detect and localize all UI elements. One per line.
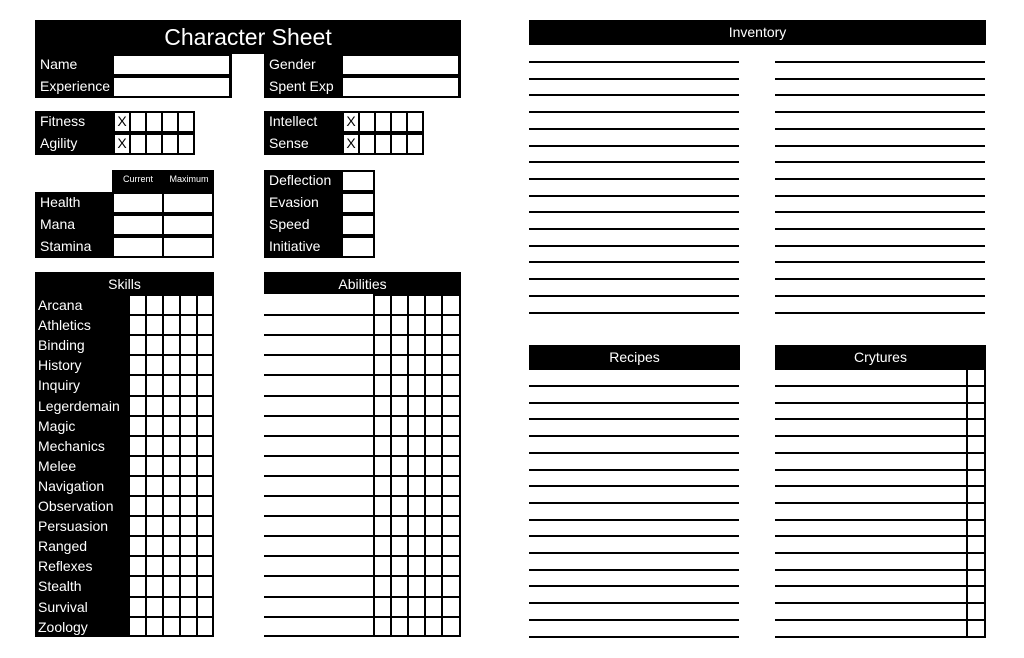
pool-maximum-field[interactable] xyxy=(162,214,214,236)
recipe-line[interactable] xyxy=(529,585,739,587)
cryture-line[interactable] xyxy=(775,402,986,404)
inventory-line[interactable] xyxy=(775,195,985,197)
abilities-grid xyxy=(373,294,461,637)
skills-grid-row[interactable] xyxy=(128,314,214,316)
ability-name-line[interactable] xyxy=(264,616,374,618)
inventory-line[interactable] xyxy=(529,94,739,96)
inventory-line[interactable] xyxy=(775,228,985,230)
skills-grid-col xyxy=(179,294,181,637)
defense-label: Evasion xyxy=(264,192,341,214)
ability-name-line[interactable] xyxy=(264,555,374,557)
identity-field-0[interactable] xyxy=(341,54,460,76)
inventory-line[interactable] xyxy=(775,161,985,163)
skills-grid-row[interactable] xyxy=(128,575,214,577)
skills-grid-row[interactable] xyxy=(128,616,214,618)
inventory-line[interactable] xyxy=(529,228,739,230)
skill-label: Melee xyxy=(35,456,129,476)
identity-label: Gender xyxy=(264,54,341,76)
cryture-line[interactable] xyxy=(775,519,986,521)
recipe-line[interactable] xyxy=(529,502,739,504)
abilities-grid-row[interactable] xyxy=(373,455,461,457)
abilities-grid-row[interactable] xyxy=(373,374,461,376)
pool-current-field[interactable] xyxy=(112,192,164,214)
inventory-line[interactable] xyxy=(775,312,985,314)
ability-name-line[interactable] xyxy=(264,314,374,316)
defense-label: Deflection xyxy=(264,170,341,192)
recipe-line[interactable] xyxy=(529,435,739,437)
inventory-line[interactable] xyxy=(775,61,985,63)
abilities-grid-row[interactable] xyxy=(373,596,461,598)
ability-name-line[interactable] xyxy=(264,395,374,397)
skills-grid-row[interactable] xyxy=(128,415,214,417)
pool-label: Stamina xyxy=(35,236,112,258)
pool-maximum-field[interactable] xyxy=(162,236,214,258)
recipe-line[interactable] xyxy=(529,602,739,604)
recipe-line[interactable] xyxy=(529,552,739,554)
recipe-line[interactable] xyxy=(529,535,739,537)
pool-current-field[interactable] xyxy=(112,214,164,236)
defense-field[interactable] xyxy=(341,214,375,236)
recipe-line[interactable] xyxy=(529,519,739,521)
skills-grid xyxy=(128,294,214,637)
abilities-grid-row[interactable] xyxy=(373,354,461,356)
attribute-box[interactable] xyxy=(177,111,195,133)
cryture-line[interactable] xyxy=(775,452,986,454)
attribute-box[interactable]: X xyxy=(113,133,131,155)
attribute-label: Agility xyxy=(35,133,113,155)
inventory-line[interactable] xyxy=(775,211,985,213)
skill-label: Observation xyxy=(35,496,129,516)
cryture-line[interactable] xyxy=(775,619,986,621)
inventory-line[interactable] xyxy=(529,111,739,113)
inventory-line[interactable] xyxy=(529,261,739,263)
ability-name-line[interactable] xyxy=(264,435,374,437)
attribute-label: Intellect xyxy=(264,111,342,133)
attribute-label: Sense xyxy=(264,133,342,155)
skill-label: Stealth xyxy=(35,576,129,596)
skills-grid-row[interactable] xyxy=(128,596,214,598)
abilities-grid-row[interactable] xyxy=(373,515,461,517)
defense-label: Speed xyxy=(264,214,341,236)
skill-label: Ranged xyxy=(35,536,129,556)
abilities-grid-row[interactable] xyxy=(373,555,461,557)
skill-label: Survival xyxy=(35,597,129,617)
cryture-line[interactable] xyxy=(775,585,986,587)
recipe-line[interactable] xyxy=(529,569,739,571)
inventory-line[interactable] xyxy=(775,128,985,130)
identity-field-0[interactable] xyxy=(112,54,231,76)
abilities-grid-row[interactable] xyxy=(373,535,461,537)
abilities-grid-row[interactable] xyxy=(373,314,461,316)
ability-name-line[interactable] xyxy=(264,334,374,336)
cryture-line[interactable] xyxy=(775,535,986,537)
abilities-grid-row[interactable] xyxy=(373,415,461,417)
ability-name-line[interactable] xyxy=(264,635,374,637)
inventory-line[interactable] xyxy=(529,161,739,163)
cryture-line[interactable] xyxy=(775,385,986,387)
skill-label: Binding xyxy=(35,335,129,355)
abilities-grid-row[interactable] xyxy=(373,616,461,618)
skills-grid-row[interactable] xyxy=(128,334,214,336)
ability-name-line[interactable] xyxy=(264,354,374,356)
pool-maximum-field[interactable] xyxy=(162,192,214,214)
inventory-line[interactable] xyxy=(529,145,739,147)
skill-label: Persuasion xyxy=(35,516,129,536)
attribute-box[interactable]: X xyxy=(113,111,131,133)
cryture-line[interactable] xyxy=(775,418,986,420)
pool-label: Health xyxy=(35,192,112,214)
defense-label: Initiative xyxy=(264,236,341,258)
ability-name-line[interactable] xyxy=(264,596,374,598)
ability-name-line[interactable] xyxy=(264,374,374,376)
attribute-box[interactable] xyxy=(406,111,424,133)
recipe-line[interactable] xyxy=(529,619,739,621)
inventory-line[interactable] xyxy=(775,278,985,280)
inventory-line[interactable] xyxy=(775,78,985,80)
skill-label: Navigation xyxy=(35,476,129,496)
identity-label: Experience xyxy=(35,76,112,98)
pools-header-maximum: Maximum xyxy=(164,170,214,192)
abilities-grid-row[interactable] xyxy=(373,435,461,437)
abilities-grid-row[interactable] xyxy=(373,395,461,397)
title-bar: Character Sheet xyxy=(35,20,461,54)
inventory-line[interactable] xyxy=(529,278,739,280)
inventory-line[interactable] xyxy=(775,261,985,263)
inventory-line[interactable] xyxy=(529,178,739,180)
identity-label: Spent Exp xyxy=(264,76,341,98)
skills-grid-col xyxy=(196,294,198,637)
skill-label: Legerdemain xyxy=(35,396,129,416)
skill-label: Athletics xyxy=(35,315,129,335)
identity-label: Name xyxy=(35,54,112,76)
abilities-grid-col xyxy=(390,294,392,637)
inventory-line[interactable] xyxy=(529,78,739,80)
inventory-line[interactable] xyxy=(775,295,985,297)
cryture-line[interactable] xyxy=(775,636,986,638)
pool-label: Mana xyxy=(35,214,112,236)
skill-label: History xyxy=(35,355,129,375)
skills-grid-col xyxy=(162,294,164,637)
defense-field[interactable] xyxy=(341,236,375,258)
pool-current-field[interactable] xyxy=(112,236,164,258)
inventory-header: Inventory xyxy=(529,20,986,45)
skills-grid-row[interactable] xyxy=(128,475,214,477)
inventory-line[interactable] xyxy=(529,195,739,197)
cryture-line[interactable] xyxy=(775,602,986,604)
abilities-grid-col xyxy=(424,294,426,637)
recipe-line[interactable] xyxy=(529,402,739,404)
defense-field[interactable] xyxy=(341,170,375,192)
abilities-grid-row[interactable] xyxy=(373,334,461,336)
skills-grid-row[interactable] xyxy=(128,515,214,517)
recipe-line[interactable] xyxy=(529,418,739,420)
inventory-line[interactable] xyxy=(775,245,985,247)
ability-name-line[interactable] xyxy=(264,515,374,517)
defense-field[interactable] xyxy=(341,192,375,214)
ability-name-line[interactable] xyxy=(264,495,374,497)
abilities-grid-row[interactable] xyxy=(373,475,461,477)
attribute-box[interactable] xyxy=(406,133,424,155)
recipes-header: Recipes xyxy=(529,345,740,370)
cryture-line[interactable] xyxy=(775,485,986,487)
skills-grid-row[interactable] xyxy=(128,435,214,437)
skills-grid-row[interactable] xyxy=(128,354,214,356)
inventory-line[interactable] xyxy=(775,111,985,113)
skills-grid-row[interactable] xyxy=(128,535,214,537)
skills-header: Skills xyxy=(35,272,214,294)
attribute-box[interactable] xyxy=(177,133,195,155)
cryture-line[interactable] xyxy=(775,502,986,504)
attribute-label: Fitness xyxy=(35,111,113,133)
inventory-line[interactable] xyxy=(529,295,739,297)
cryture-line[interactable] xyxy=(775,469,986,471)
inventory-line[interactable] xyxy=(775,178,985,180)
ability-name-line[interactable] xyxy=(264,475,374,477)
abilities-grid-row[interactable] xyxy=(373,575,461,577)
skill-label: Reflexes xyxy=(35,556,129,576)
attribute-box[interactable]: X xyxy=(342,111,360,133)
inventory-line[interactable] xyxy=(529,128,739,130)
attribute-box[interactable]: X xyxy=(342,133,360,155)
skill-label: Arcana xyxy=(35,295,129,315)
recipe-line[interactable] xyxy=(529,485,739,487)
inventory-line[interactable] xyxy=(529,211,739,213)
abilities-header: Abilities xyxy=(264,272,461,294)
skills-grid-row[interactable] xyxy=(128,395,214,397)
inventory-line[interactable] xyxy=(775,94,985,96)
cryture-line[interactable] xyxy=(775,569,986,571)
skills-grid-row[interactable] xyxy=(128,455,214,457)
skill-label: Zoology xyxy=(35,617,129,637)
inventory-line[interactable] xyxy=(529,245,739,247)
inventory-line[interactable] xyxy=(529,61,739,63)
ability-name-line[interactable] xyxy=(264,415,374,417)
skill-label: Mechanics xyxy=(35,436,129,456)
recipe-line[interactable] xyxy=(529,469,739,471)
skills-grid-row[interactable] xyxy=(128,495,214,497)
abilities-grid-col xyxy=(441,294,443,637)
skills-grid-row[interactable] xyxy=(128,374,214,376)
inventory-line[interactable] xyxy=(529,312,739,314)
skills-grid-col xyxy=(145,294,147,637)
recipe-line[interactable] xyxy=(529,452,739,454)
identity-field-1[interactable] xyxy=(341,76,460,98)
skills-grid-row[interactable] xyxy=(128,555,214,557)
crytures-header: Crytures xyxy=(775,345,986,370)
abilities-grid-row[interactable] xyxy=(373,495,461,497)
skill-label: Inquiry xyxy=(35,375,129,395)
pools-header-current: Current xyxy=(112,170,164,192)
recipe-line[interactable] xyxy=(529,385,739,387)
abilities-grid-col xyxy=(407,294,409,637)
cryture-line[interactable] xyxy=(775,552,986,554)
ability-name-line[interactable] xyxy=(264,575,374,577)
inventory-line[interactable] xyxy=(775,145,985,147)
identity-field-1[interactable] xyxy=(112,76,231,98)
cryture-line[interactable] xyxy=(775,435,986,437)
ability-name-line[interactable] xyxy=(264,455,374,457)
recipe-line[interactable] xyxy=(529,636,739,638)
ability-name-line[interactable] xyxy=(264,535,374,537)
skill-label: Magic xyxy=(35,416,129,436)
